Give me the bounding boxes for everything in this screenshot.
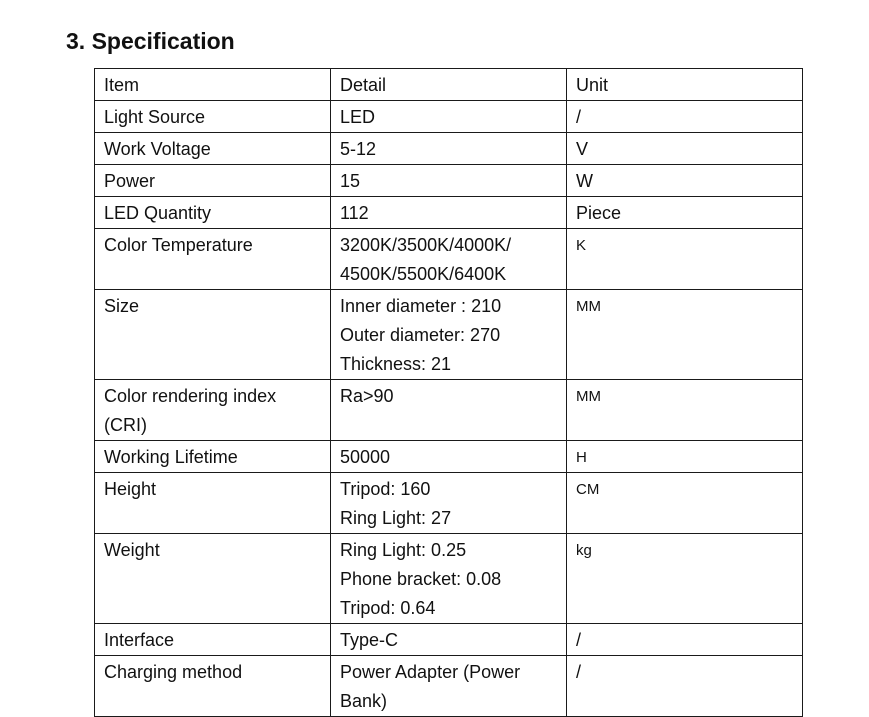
cell-detail xyxy=(331,534,567,624)
table-row xyxy=(95,290,803,380)
cell-unit xyxy=(567,101,803,133)
cell-unit xyxy=(567,290,803,380)
table-row xyxy=(95,165,803,197)
cell-item xyxy=(95,101,331,133)
unit-text: H xyxy=(576,449,587,466)
unit-text: MM xyxy=(576,298,601,315)
item-text: Interface xyxy=(104,630,175,650)
detail-text: 50000 xyxy=(340,447,391,467)
cell-item xyxy=(95,534,331,624)
header-detail: Detail xyxy=(331,69,567,101)
header-unit: Unit xyxy=(567,69,803,101)
cell-detail xyxy=(331,229,567,290)
detail-text: Thickness: 21 xyxy=(340,354,452,374)
cell-unit xyxy=(567,133,803,165)
unit-text: / xyxy=(576,630,582,650)
unit-text: CM xyxy=(576,481,600,498)
item-text: Working Lifetime xyxy=(104,447,238,467)
cell-detail xyxy=(331,656,567,717)
item-text: Light Source xyxy=(104,107,206,127)
table-row xyxy=(95,101,803,133)
cell-unit xyxy=(567,656,803,717)
table-row xyxy=(95,380,803,441)
cell-detail xyxy=(331,290,567,380)
section-heading: 3. Specification xyxy=(66,28,235,54)
table-row xyxy=(95,534,803,624)
unit-text: / xyxy=(576,107,582,127)
cell-unit xyxy=(567,380,803,441)
table-header-row xyxy=(95,69,803,101)
detail-text: Phone bracket: 0.08 xyxy=(340,569,502,589)
cell-unit xyxy=(567,229,803,290)
cell-detail xyxy=(331,473,567,534)
header-item: Item xyxy=(95,69,331,101)
item-text: LED Quantity xyxy=(104,203,212,223)
cell-unit xyxy=(567,473,803,534)
detail-text: 5-12 xyxy=(340,139,377,159)
item-text: Weight xyxy=(104,540,160,560)
unit-text: MM xyxy=(576,388,601,405)
cell-unit xyxy=(567,534,803,624)
detail-text: Power Adapter (Power xyxy=(340,662,521,682)
cell-item xyxy=(95,197,331,229)
table-row xyxy=(95,441,803,473)
cell-unit xyxy=(567,624,803,656)
cell-item xyxy=(95,165,331,197)
cell-item xyxy=(95,441,331,473)
detail-text: Ring Light: 27 xyxy=(340,508,452,528)
cell-unit xyxy=(567,165,803,197)
specification-table-body xyxy=(95,69,803,717)
detail-text: Inner diameter : 210 xyxy=(340,296,502,316)
specification-table xyxy=(94,68,803,717)
detail-text: Ra>90 xyxy=(340,386,394,406)
table-row xyxy=(95,229,803,290)
unit-text: / xyxy=(576,662,582,682)
cell-unit xyxy=(567,441,803,473)
item-text: Work Voltage xyxy=(104,139,211,159)
detail-text: LED xyxy=(340,107,376,127)
detail-text: Ring Light: 0.25 xyxy=(340,540,467,560)
table-row xyxy=(95,656,803,717)
item-text: Size xyxy=(104,296,140,316)
cell-item xyxy=(95,473,331,534)
table-row xyxy=(95,624,803,656)
detail-text: Outer diameter: 270 xyxy=(340,325,501,345)
item-text: (CRI) xyxy=(104,415,147,435)
cell-detail xyxy=(331,441,567,473)
unit-text: V xyxy=(576,139,589,159)
cell-item xyxy=(95,133,331,165)
cell-item xyxy=(95,380,331,441)
detail-text: 112 xyxy=(340,203,369,223)
item-text: Color Temperature xyxy=(104,235,253,255)
item-text: Color rendering index xyxy=(104,386,277,406)
detail-text: Tripod: 0.64 xyxy=(340,598,436,618)
cell-item xyxy=(95,229,331,290)
item-text: Power xyxy=(104,171,156,191)
table-row xyxy=(95,473,803,534)
cell-unit xyxy=(567,197,803,229)
cell-detail xyxy=(331,197,567,229)
detail-text: 15 xyxy=(340,171,361,191)
table-row xyxy=(95,133,803,165)
detail-text: 3200K/3500K/4000K/ xyxy=(340,235,512,255)
detail-text: Tripod: 160 xyxy=(340,479,431,499)
unit-text: K xyxy=(576,237,587,254)
cell-detail xyxy=(331,101,567,133)
detail-text: 4500K/5500K/6400K xyxy=(340,264,507,284)
detail-text: Type-C xyxy=(340,630,399,650)
cell-item xyxy=(95,624,331,656)
item-text: Height xyxy=(104,479,157,499)
unit-text: W xyxy=(576,171,593,191)
cell-detail xyxy=(331,380,567,441)
table-row xyxy=(95,197,803,229)
unit-text: Piece xyxy=(576,203,622,223)
cell-item xyxy=(95,656,331,717)
cell-detail xyxy=(331,165,567,197)
cell-detail xyxy=(331,624,567,656)
unit-text: kg xyxy=(576,542,592,559)
item-text: Charging method xyxy=(104,662,243,682)
cell-item xyxy=(95,290,331,380)
detail-text: Bank) xyxy=(340,691,388,711)
cell-detail xyxy=(331,133,567,165)
